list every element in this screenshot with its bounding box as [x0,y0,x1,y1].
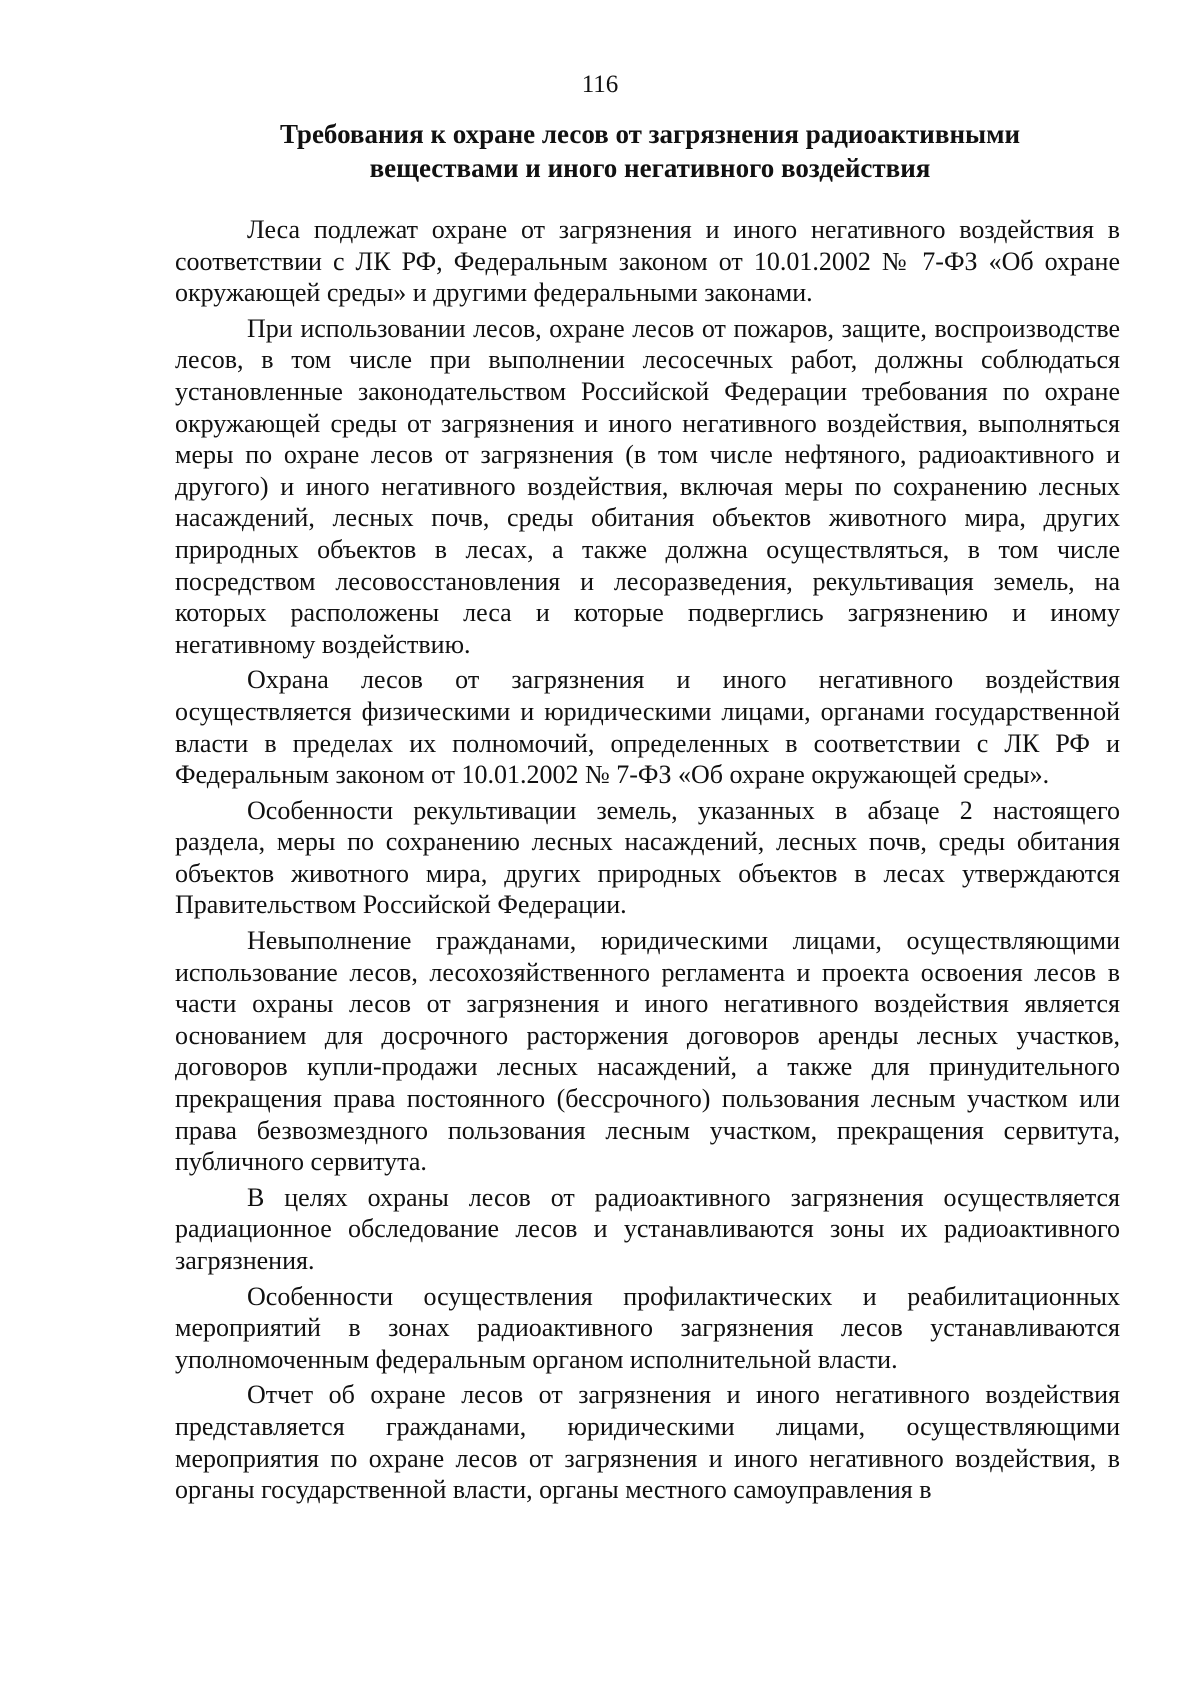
paragraph-6: В целях охраны лесов от радиоактивного загрязнения осуществляется радиационное обследование лесов и устанавливаются зоны их радиоактивного загрязнения. [175,1182,1120,1275]
page-number: 116 [581,71,619,98]
paragraph-2: При использовании лесов, охране лесов от пожаров, защите, воспроизводстве лесов, в том числе при выполнении лесосечных работ, должны соблюдаться установленные законодательством Российской Федерации требования по охране окружающей среды от загрязнения и иного негативного воздействия, выполняться меры по охране лесов от загрязнения (в том числе нефтяного, радиоактивного и другого) и иного негативного воздействия, включая меры по сохранению лесных насаждений, лесных почв, среды обитания объектов животного мира, других природных объектов в лесах, а также должна осуществляться, в том числе посредством лесовосстановления и лесоразведения, рекультивация земель, на которых расположены леса и которые подверглись загрязнению и иному негативному воздействию. [175,313,1120,659]
section-title [175,117,1125,185]
paragraph-5: Невыполнение гражданами, юридическими лицами, осуществляющими использование лесов, лесохозяйственного регламента и проекта освоения лесов в части охраны лесов от загрязнения и иного негативного воздействия является основанием для досрочного расторжения договоров аренды лесных участков, договоров купли-продажи лесных насаждений, а также для принудительного прекращения права постоянного (бессрочного) пользования лесным участком или права безвозмездного пользования лесным участком, прекращения сервитута, публичного сервитута. [175,926,1120,1177]
document-body [175,214,1120,1506]
paragraph-7: Особенности осуществления профилактических и реабилитационных мероприятий в зонах радиоактивного загрязнения лесов устанавливаются уполномоченным федеральным органом исполнительной власти. [175,1281,1120,1374]
paragraph-8: Отчет об охране лесов от загрязнения и иного негативного воздействия представляется гражданами, юридическими лицами, осуществляющими мероприятия по охране лесов от загрязнения и иного негативного воздействия, в органы государственной власти, органы местного самоуправления в [175,1380,1120,1505]
section-title-line-2: веществами и иного негативного воздействия [369,153,931,183]
section-title-line-1: Требования к охране лесов от загрязнения радиоактивными [279,119,1021,149]
paragraph-1: Леса подлежат охране от загрязнения и иного негативного воздействия в соответствии с ЛК РФ, Федеральным законом от 10.01.2002 № 7-ФЗ «Об охране окружающей среды» и другими федеральными законами. [175,215,1120,308]
paragraph-4: Особенности рекультивации земель, указанных в абзаце 2 настоящего раздела, меры по сохранению лесных насаждений, лесных почв, среды обитания объектов животного мира, других природных объектов в лесах утверждаются Правительством Российской Федерации. [175,795,1120,920]
paragraph-3: Охрана лесов от загрязнения и иного негативного воздействия осуществляется физическими и юридическими лицами, органами государственной власти в пределах их полномочий, определенных в соответствии с ЛК РФ и Федеральным законом от 10.01.2002 № 7-ФЗ «Об охране окружающей среды». [175,665,1120,790]
